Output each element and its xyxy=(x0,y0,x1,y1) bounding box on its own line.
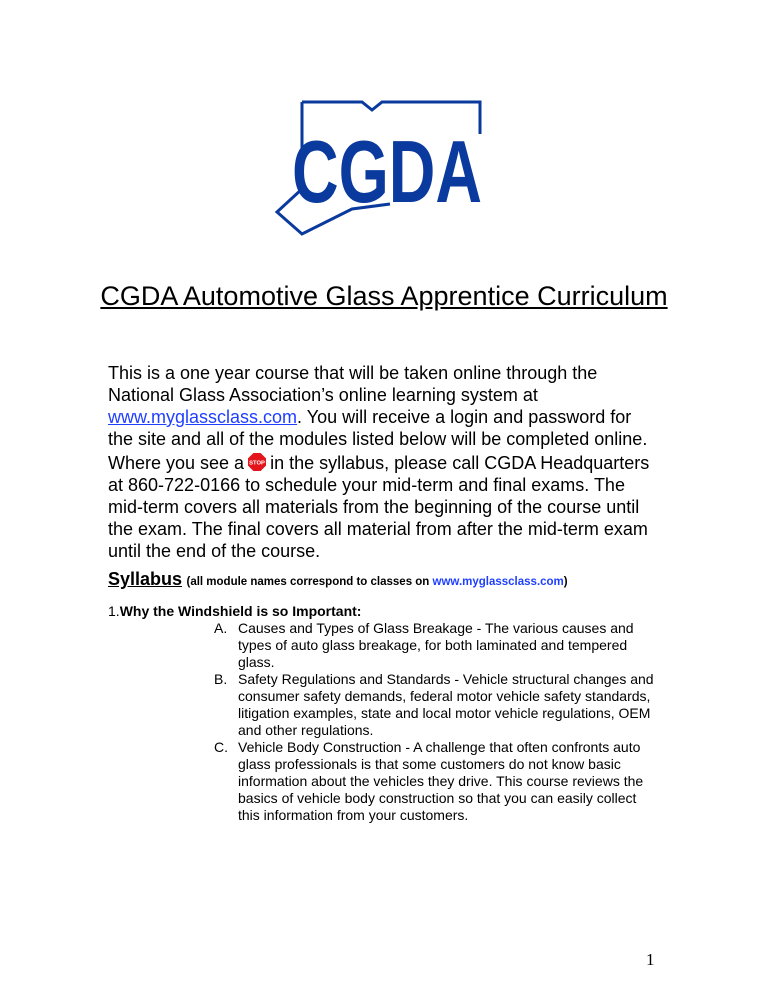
exams-line: until the end of the course. xyxy=(108,541,321,561)
note-text: ) xyxy=(563,576,568,588)
intro-line: This is a one year course that will be taken online through the xyxy=(108,363,598,383)
exams-text: in the syllabus, please call CGDA Headquarters xyxy=(270,453,650,473)
module-text: litigation examples, state and local motor vehicle regulations, OEM xyxy=(238,705,651,721)
module-item xyxy=(108,739,654,824)
exams-line: at 860-722-0166 to schedule your mid-term and final exams. The xyxy=(108,475,625,495)
page-title: CGDA Automotive Glass Apprentice Curriculum xyxy=(100,281,668,311)
note-text: (all module names correspond to classes on xyxy=(186,576,433,588)
exams-paragraph xyxy=(108,452,649,562)
module-text: and other regulations. xyxy=(238,722,374,738)
section-1 xyxy=(108,603,654,824)
note-link[interactable]: www.myglassclass.com xyxy=(432,576,564,588)
section-title xyxy=(108,603,654,620)
syllabus-title: Syllabus xyxy=(108,569,183,589)
exams-line: mid-term covers all materials from the beginning of the course until xyxy=(108,497,640,517)
intro-line xyxy=(108,406,647,428)
module-text: glass professionals is that some customers do not know basic xyxy=(238,756,621,772)
module-letter: B. xyxy=(214,671,228,687)
exams-text: Where you see a xyxy=(108,453,245,473)
intro-text: . You will receive a login and password for xyxy=(297,407,632,427)
section-number: 1. xyxy=(108,603,120,619)
module-text: Safety Regulations and Standards - Vehicle structural changes and xyxy=(238,671,654,687)
stop-label: STOP xyxy=(249,460,265,467)
module-letter: A. xyxy=(214,620,228,636)
page-number: 1 xyxy=(646,950,655,969)
stop-sign-icon xyxy=(248,453,266,471)
module-text: glass. xyxy=(238,654,275,670)
module-text: types of auto glass breakage, for both laminated and tempered xyxy=(238,637,628,653)
intro-line: National Glass Association’s online learning system at xyxy=(108,385,538,405)
exams-line: the exam. The final covers all material from after the mid-term exam xyxy=(108,519,648,539)
module-letter: C. xyxy=(214,739,228,755)
module-item xyxy=(108,620,654,671)
module-text: basics of vehicle body construction so that you can easily collect xyxy=(238,790,637,806)
intro-line: the site and all of the modules listed below will be completed online. xyxy=(108,429,648,449)
syllabus-note xyxy=(186,576,567,588)
module-list xyxy=(108,620,654,824)
module-text: information about the vehicles they drive. This course reviews the xyxy=(238,773,644,789)
module-item xyxy=(108,671,654,739)
module-text: Causes and Types of Glass Breakage - The various causes and xyxy=(238,620,634,636)
logo-text: CGDA xyxy=(292,122,482,221)
myglassclass-link[interactable]: www.myglassclass.com xyxy=(108,407,298,427)
exams-line xyxy=(108,452,649,474)
module-text: Vehicle Body Construction - A challenge that often confronts auto xyxy=(238,739,641,755)
cgda-logo xyxy=(272,94,502,244)
section-heading: Why the Windshield is so Important: xyxy=(119,603,362,619)
module-text: consumer safety demands, federal motor vehicle safety standards, xyxy=(238,688,651,704)
module-text: this information from your customers. xyxy=(238,807,469,823)
intro-paragraph xyxy=(108,362,647,450)
syllabus-heading xyxy=(108,568,568,593)
